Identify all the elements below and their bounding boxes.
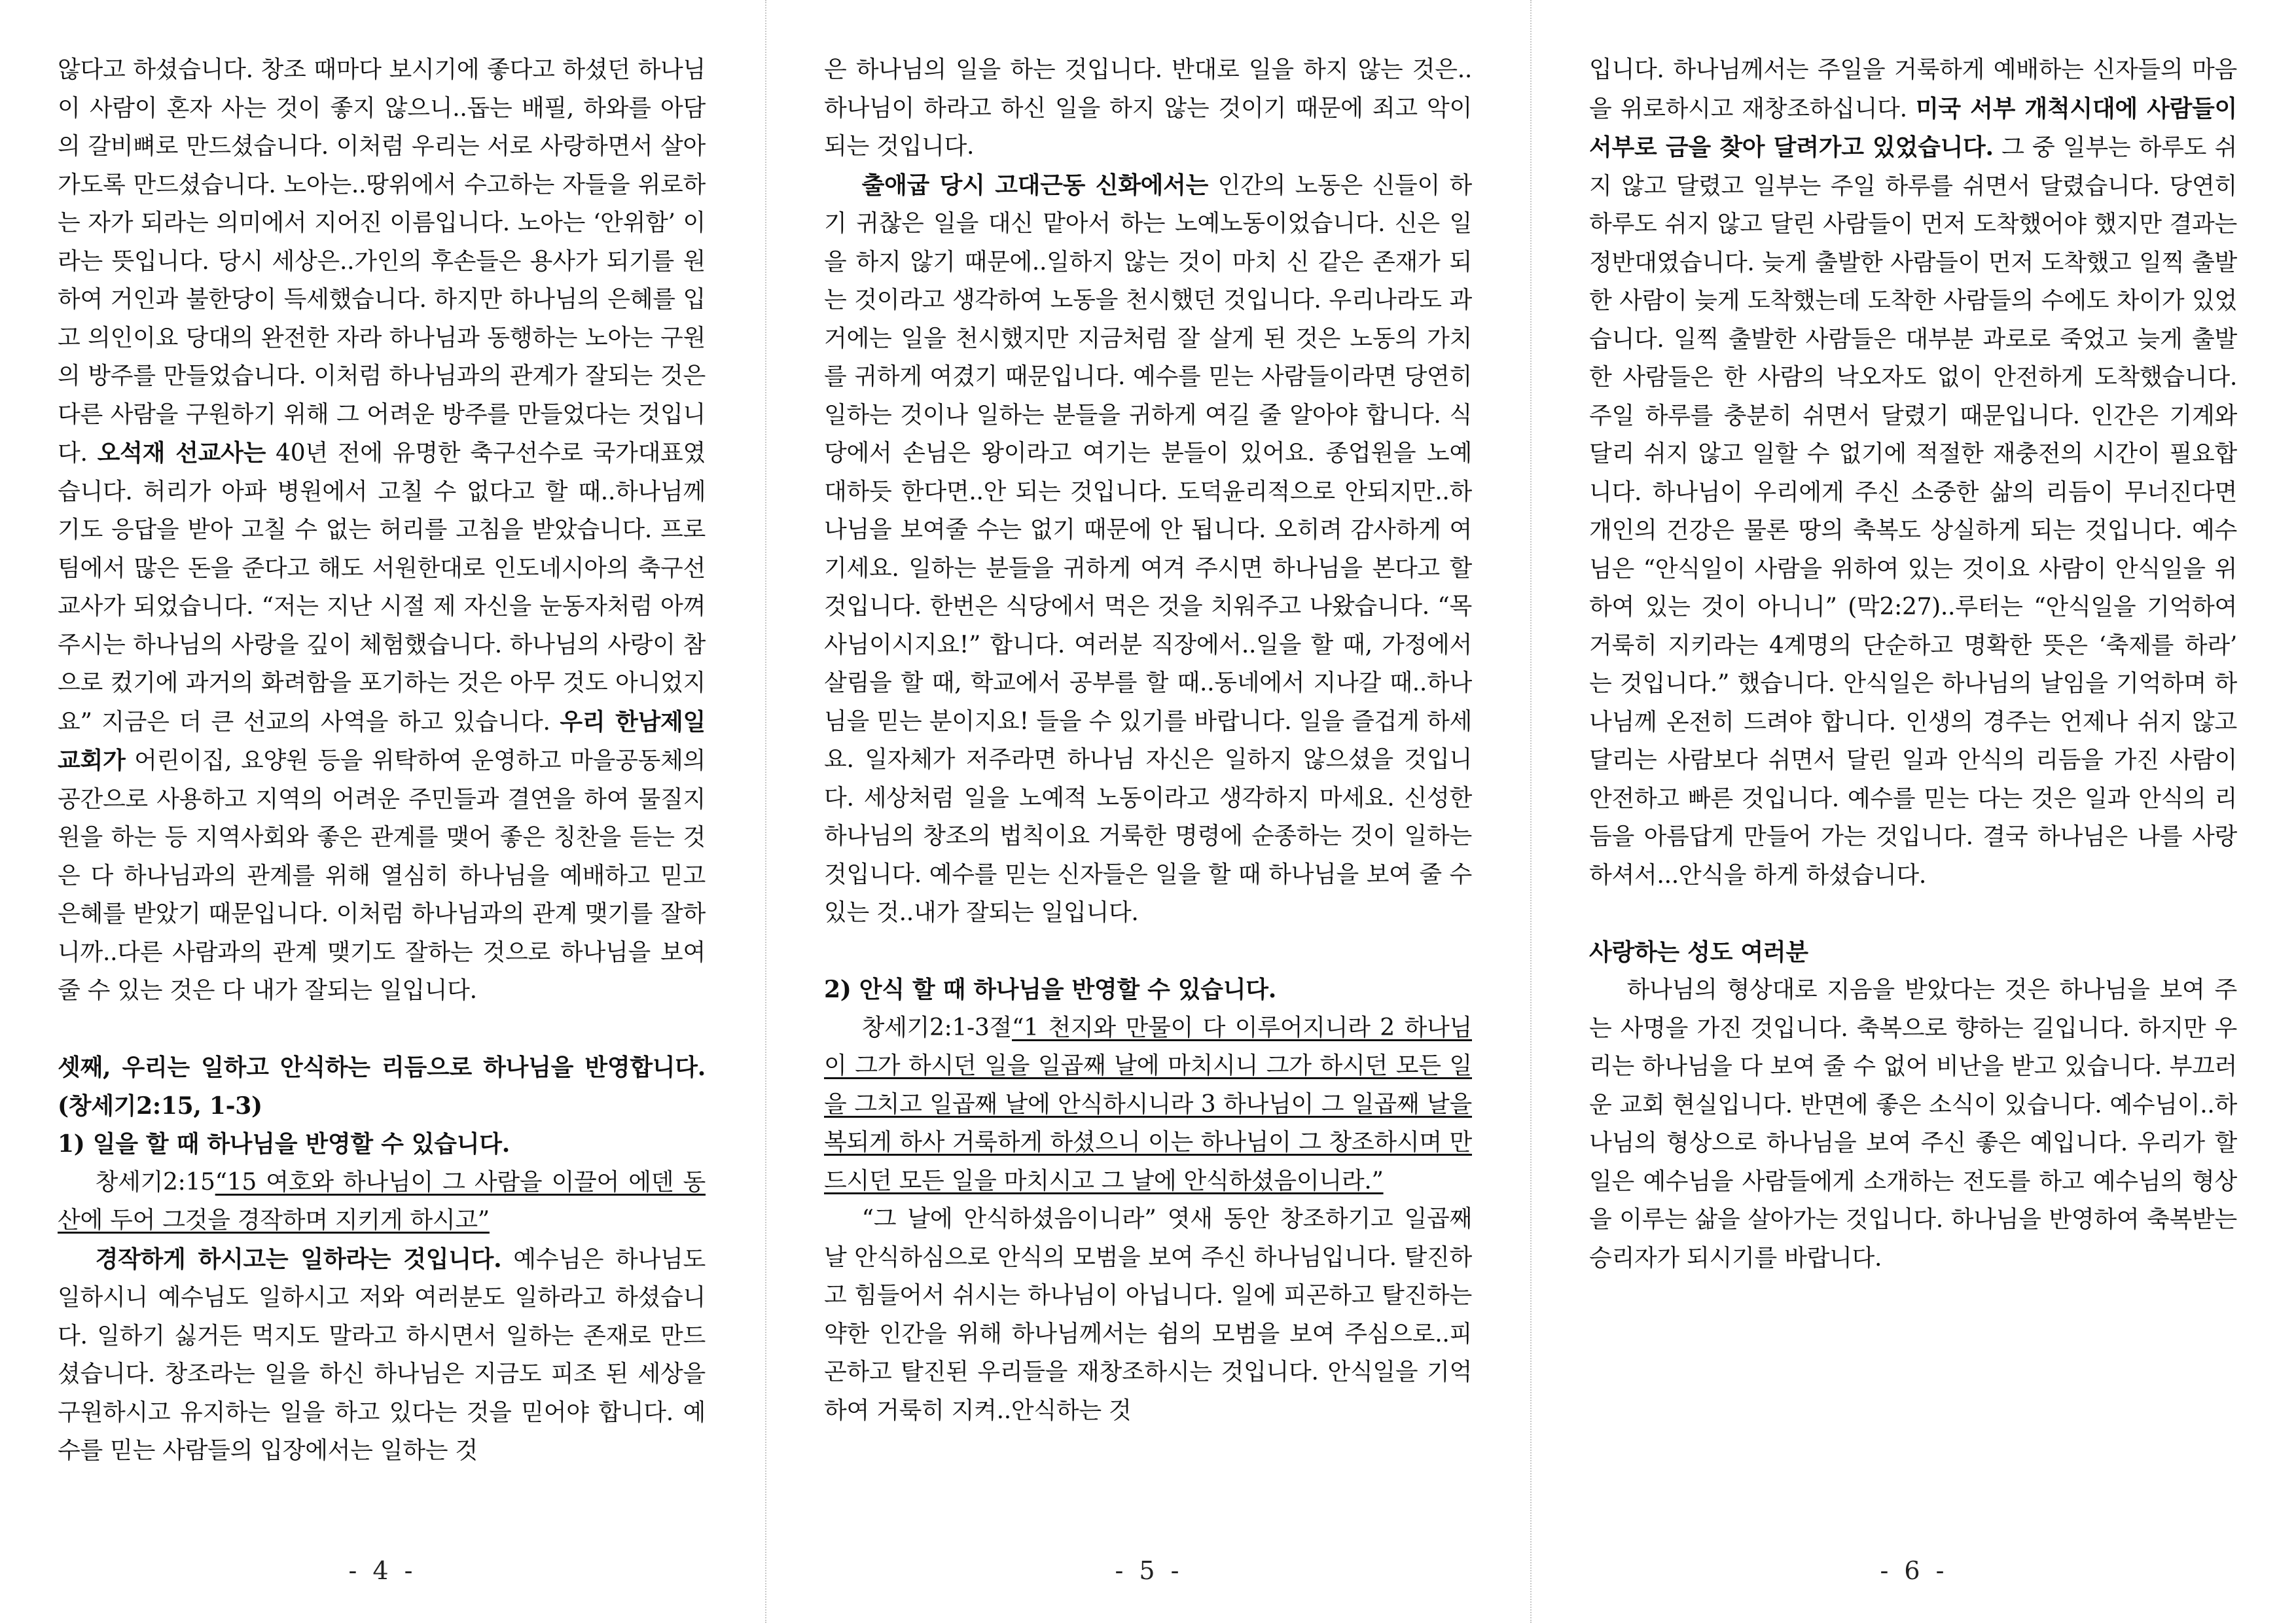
page-6-text-column <box>1589 51 2237 1537</box>
bold-phrase: 우리 한남제일교회가 <box>58 707 706 774</box>
scripture-quote <box>58 1164 706 1240</box>
bold-phrase: 경작하게 하시고는 일하라는 것입니다. <box>95 1245 502 1273</box>
page-number: - 4 - <box>348 1556 417 1585</box>
spacer <box>824 933 1472 971</box>
page-6 <box>1530 0 2295 1623</box>
paragraph: 않다고 하셨습니다. 창조 때마다 보시기에 좋다고 하셨던 하나님이 사람이 혼자 사는 것이 좋지 않으니..돕는 배필, 하와를 아담의 갈비뼈로 만드셨습니다. 이처럼 우리는 서로 사랑하면서 살아가도록 만드셨습니다. 노아는..땅위에서 수고하는 자들을 위로하는 자가 되라는 의미에서 지어진 이름입니다. 노아는 ‘안위함’ 이라는 뜻입니다. 당시 세상은..가인의 후손들은 용사가 되기를 원하여 거인과 불한당이 득세했습니다. 하지만 하나님의 은혜를 입고 의인이요 당대의 완전한 자라 하나님과 동행하는 노아는 구원의 방주를 만들었습니다. 이처럼 하나님과의 관계가 잘되는 것은 다른 사람을 구원하기 위해 그 어려운 방주를 만들었다는 것입니다. 오석재 선교사는 40년 전에 유명한 축구선수로 국가대표였습니다. 허리가 아파 병원에서 고칠 수 없다고 할 때..하나님께 기도 응답을 받아 고칠 수 없는 허리를 고침을 받았습니다. 프로팀에서 많은 돈을 준다고 해도 서원한대로 인도네시아의 축구선교사가 되었습니다. “저는 지난 시절 제 자신을 눈동자처럼 아껴주시는 하나님의 사랑을 깊이 체험했습니다. 하나님의 사랑이 참으로 컸기에 과거의 화려함을 포기하는 것은 아무 것도 아니었지요” 지금은 더 큰 선교의 사역을 하고 있습니다. 우리 한남제일교회가 어린이집, 요양원 등을 위탁하여 운영하고 마을공동체의 공간으로 사용하고 지역의 어려운 주민들과 결연을 하여 물질지원을 하는 등 지역사회와 좋은 관계를 맺어 좋은 칭찬을 듣는 것은 다 하나님과의 관계를 위해 열심히 하나님을 예배하고 믿고 은혜를 받았기 때문입니다. 이처럼 하나님과의 관계 맺기를 잘하니까..다른 사람과의 관계 맺기도 잘하는 것으로 하나님을 보여 줄 수 있는 것은 다 내가 잘되는 일입니다. <box>58 56 706 1004</box>
page-4-text-column <box>58 51 706 1537</box>
page-number: - 6 - <box>1880 1556 1948 1585</box>
subsection-heading: 1) 일을 할 때 하나님을 반영할 수 있습니다. <box>58 1130 510 1158</box>
bold-phrase: 미국 서부 개척시대에 사람들이 서부로 금을 찾아 달려가고 있었습니다. <box>1589 94 2237 161</box>
page-5-text-column <box>824 51 1472 1537</box>
section-heading: 셋째, 우리는 일하고 안식하는 리듬으로 하나님을 반영합니다. (창세기2:15, 1-3) <box>58 1054 706 1120</box>
scripture-quote <box>824 1009 1472 1201</box>
paragraph: 하나님의 형상대로 지음을 받았다는 것은 하나님을 보여 주는 사명을 가진 것입니다. 축복으로 향하는 길입니다. 하지만 우리는 하나님을 다 보여 줄 수 없어 비난을 받고 있습니다. 부끄러운 교회 현실입니다. 반면에 좋은 소식이 있습니다. 예수님이..하나님의 형상으로 하나님을 보여 주신 좋은 예입니다. 우리가 할 일은 예수님을 사람들에게 소개하는 전도를 하고 예수님의 형상을 이루는 삶을 살아가는 것입니다. 하나님을 반영하여 축복받는 승리자가 되시기를 바랍니다. <box>1589 976 2237 1272</box>
section-heading: 사랑하는 성도 여러분 <box>1589 938 1808 966</box>
paragraph: 경작하게 하시고는 일하라는 것입니다. 예수님은 하나님도 일하시니 예수님도 일하시고 저와 여러분도 일하라고 하셨습니다. 일하기 싫거든 먹지도 말라고 하시면서 일하는 존재로 만드셨습니다. 창조라는 일을 하신 하나님은 지금도 피조 된 세상을 구원하시고 유지하는 일을 하고 있다는 것을 믿어야 합니다. 예수를 믿는 사람들의 입장에서는 일하는 것 <box>58 1245 706 1464</box>
page-number: - 5 - <box>1115 1556 1183 1585</box>
subsection-heading: 2) 안식 할 때 하나님을 반영할 수 있습니다. <box>824 976 1276 1003</box>
page-4 <box>0 0 765 1623</box>
paragraph: “그 날에 안식하셨음이니라” 엿새 동안 창조하기고 일곱째 날 안식하심으로 안식의 모범을 보여 주신 하나님입니다. 탈진하고 힘들어서 쉬시는 하나님이 아닙니다. 일에 피곤하고 탈진하는 약한 인간을 위해 하나님께서는 쉼의 모범을 보여 주심으로..피곤하고 탈진된 우리들을 재창조하시는 것입니다. 안식일을 기억하여 거룩히 지켜..안식하는 것 <box>824 1205 1472 1424</box>
bold-phrase: 출애굽 당시 고대근동 신화에서는 <box>861 171 1209 199</box>
verse-text: “15 여호와 하나님이 그 사람을 이끌어 에덴 동산에 두어 그것을 경작하며 지키게 하시고” <box>58 1168 706 1234</box>
page-5 <box>765 0 1530 1623</box>
paragraph: 출애굽 당시 고대근동 신화에서는 인간의 노동은 신들이 하기 귀찮은 일을 대신 맡아서 하는 노예노동이었습니다. 신은 일을 하지 않기 때문에..일하지 않는 것이 마치 신 같은 존재가 되는 것이라고 생각하여 노동을 천시했던 것입니다. 우리나라도 과거에는 일을 천시했지만 지금처럼 잘 살게 된 것은 노동의 가치를 귀하게 여겼기 때문입니다. 예수를 믿는 사람들이라면 당연히 일하는 것이나 일하는 분들을 귀하게 여길 줄 알아야 합니다. 식당에서 손님은 왕이라고 여기는 분들이 있어요. 종업원을 노예 대하듯 한다면..안 되는 것입니다. 도덕윤리적으로 안되지만..하나님을 보여줄 수는 없기 때문에 안 됩니다. 오히려 감사하게 여기세요. 일하는 분들을 귀하게 여겨 주시면 하나님을 본다고 할 것입니다. 한번은 식당에서 먹은 것을 치워주고 나왔습니다. “목사님이시지요!” 합니다. 여러분 직장에서..일을 할 때, 가정에서 살림을 할 때, 학교에서 공부를 할 때..동네에서 지나갈 때..하나님을 믿는 분이지요! 들을 수 있기를 바랍니다. 일을 즐겁게 하세요. 일자체가 저주라면 하나님 자신은 일하지 않으셨을 것입니다. 세상처럼 일을 노예적 노동이라고 생각하지 마세요. 신성한 하나님의 창조의 법칙이요 거룩한 명령에 순종하는 것이 일하는 것입니다. 예수를 믿는 신자들은 일을 할 때 하나님을 보여 줄 수 있는 것..내가 잘되는 일입니다. <box>824 171 1472 926</box>
bold-phrase: 오석재 선교사는 <box>97 439 266 467</box>
verse-text: “1 천지와 만물이 다 이루어지니라 2 하나님이 그가 하시던 일을 일곱째 날에 마치시니 그가 하시던 모든 일을 그치고 일곱째 날에 안식하시니라 3 하나님이 그 일곱째 날을 복되게 하사 거룩하게 하셨으니 이는 하나님이 그 창조하시며 만드시던 모든 일을 마치시고 그 날에 안식하셨음이니라.” <box>824 1014 1472 1194</box>
verse-reference: 창세기2:1-3절 <box>861 1014 1013 1041</box>
paragraph: 은 하나님의 일을 하는 것입니다. 반대로 일을 하지 않는 것은..하나님이 하라고 하신 일을 하지 않는 것이기 때문에 죄고 악이 되는 것입니다. <box>824 56 1472 160</box>
verse-reference: 창세기2:15 <box>95 1168 215 1196</box>
spacer <box>1589 895 2237 933</box>
paragraph: 입니다. 하나님께서는 주일을 거룩하게 예배하는 신자들의 마음을 위로하시고 재창조하십니다. 미국 서부 개척시대에 사람들이 서부로 금을 찾아 달려가고 있었습니다. 그 중 일부는 하루도 쉬지 않고 달렸고 일부는 주일 하루를 쉬면서 달렸습니다. 당연히 하루도 쉬지 않고 달린 사람들이 먼저 도착했어야 했지만 결과는 정반대였습니다. 늦게 출발한 사람들이 먼저 도착했고 일찍 출발한 사람이 늦게 도착했는데 도착한 사람들의 수에도 차이가 있었습니다. 일찍 출발한 사람들은 대부분 과로로 죽었고 늦게 출발한 사람들은 한 사람의 낙오자도 없이 안전하게 도착했습니다. 주일 하루를 충분히 쉬면서 달렸기 때문입니다. 인간은 기계와 달리 쉬지 않고 일할 수 없기에 적절한 재충전의 시간이 필요합니다. 하나님이 우리에게 주신 소중한 삶의 리듬이 무너진다면 개인의 건강은 물론 땅의 축복도 상실하게 되는 것입니다. 예수님은 “안식일이 사람을 위하여 있는 것이요 사람이 안식일을 위하여 있는 것이 아니니” (막2:27)..루터는 “안식일을 기억하여 거룩히 지키라는 4계명의 단순하고 명확한 뜻은 ‘축제를 하라’ 는 것입니다.” 했습니다. 안식일은 하나님의 날임을 기억하며 하나님께 온전히 드려야 합니다. 인생의 경주는 언제나 쉬지 않고 달리는 사람보다 쉬면서 달린 일과 안식의 리듬을 가진 사람이 안전하고 빠른 것입니다. 예수를 믿는 다는 것은 일과 안식의 리듬을 아름답게 만들어 가는 것입니다. 결국 하나님은 나를 사랑하셔서...안식을 하게 하셨습니다. <box>1589 56 2237 889</box>
spacer <box>58 1010 706 1049</box>
